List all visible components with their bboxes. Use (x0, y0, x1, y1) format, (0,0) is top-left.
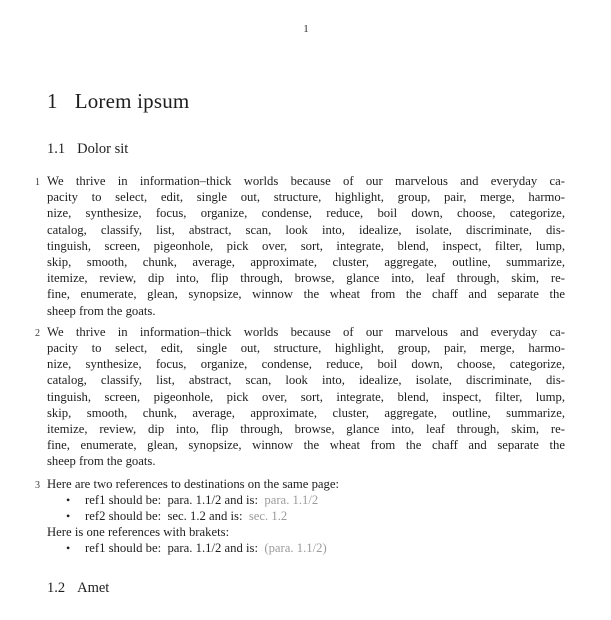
reference-link[interactable]: (para. 1.1/2) (264, 540, 327, 555)
bullet-icon: • (66, 540, 71, 555)
references-intro: Here are two references to destinations on the same page: (47, 476, 340, 491)
reference-label: ref1 should be: para. 1.1/2 and is: (85, 540, 265, 555)
reference-link[interactable]: sec. 1.2 (248, 508, 288, 523)
body-line: nize, synthesize, focus, organize, condense, reduce, boil down, choose, categorize, (47, 357, 565, 372)
body-line: itemize, review, dip into, flip through, browse, glance into, leaf through, skim, re- (47, 271, 565, 286)
page-number: 1 (303, 23, 309, 35)
subsection-title: Dolor sit (77, 141, 129, 157)
body-line: pacity to select, edit, single out, structure, highlight, group, pair, merge, harmo- (47, 341, 565, 356)
subsection-heading-dolor-sit (47, 141, 565, 158)
bullet-icon: • (66, 492, 71, 507)
body-line: tinguish, screen, pigeonhole, pick over, sort, integrate, blend, inspect, filter, lump, (47, 238, 565, 253)
body-line: tinguish, screen, pigeonhole, pick over, sort, integrate, blend, inspect, filter, lump, (47, 389, 565, 404)
paragraph-number: 2 (35, 327, 40, 339)
paragraph-2 (35, 324, 565, 470)
paragraph-number: 1 (35, 177, 40, 188)
body-line: We thrive in information–thick worlds because of our marvelous and everyday ca- (47, 324, 565, 339)
paragraph-1 (35, 173, 565, 319)
body-line: fine, enumerate, glean, synopsize, winnow the wheat from the chaff and separate the (47, 287, 565, 302)
reference-item-ref1 (47, 492, 565, 508)
paragraph-3-references (35, 476, 565, 556)
subsection-heading-amet (47, 580, 565, 597)
reference-label: ref2 should be: sec. 1.2 and is: (85, 508, 249, 523)
body-line: catalog, classify, list, abstract, scan, look into, idealize, isolate, discriminate, dis- (47, 373, 565, 388)
body-line: catalog, classify, list, abstract, scan, look into, idealize, isolate, discriminate, dis- (47, 222, 565, 237)
subsection-title: Amet (77, 579, 110, 596)
bullet-icon: • (66, 508, 71, 523)
reference-label: ref1 should be: para. 1.1/2 and is: (85, 492, 265, 507)
reference-link[interactable]: para. 1.1/2 (264, 492, 319, 507)
reference-item-ref2 (47, 508, 565, 524)
subsection-number: 1.2 (47, 579, 66, 596)
body-line: sheep from the goats. (47, 454, 156, 469)
references-intro-brackets: Here is one references with brakets: (47, 524, 230, 539)
subsection-number: 1.1 (47, 141, 66, 157)
body-line: itemize, review, dip into, flip through, browse, glance into, leaf through, skim, re- (47, 422, 565, 437)
section-title: Lorem ipsum (74, 89, 190, 113)
paragraph-number: 3 (35, 479, 40, 491)
body-line: skip, smooth, chunk, average, approximate, cluster, aggregate, outline, summarize, (47, 405, 565, 420)
reference-item-ref1-brackets (47, 540, 565, 556)
text-block (35, 89, 565, 597)
body-line: skip, smooth, chunk, average, approximate, cluster, aggregate, outline, summarize, (47, 255, 565, 270)
body-line: nize, synthesize, focus, organize, condense, reduce, boil down, choose, categorize, (47, 206, 565, 221)
body-line: We thrive in information–thick worlds because of our marvelous and everyday ca- (47, 174, 565, 188)
body-line: pacity to select, edit, single out, structure, highlight, group, pair, merge, harmo- (47, 190, 565, 205)
section-number: 1 (47, 89, 58, 113)
body-line: sheep from the goats. (47, 303, 156, 318)
section-heading (47, 90, 565, 113)
body-line: fine, enumerate, glean, synopsize, winnow the wheat from the chaff and separate the (47, 438, 565, 453)
